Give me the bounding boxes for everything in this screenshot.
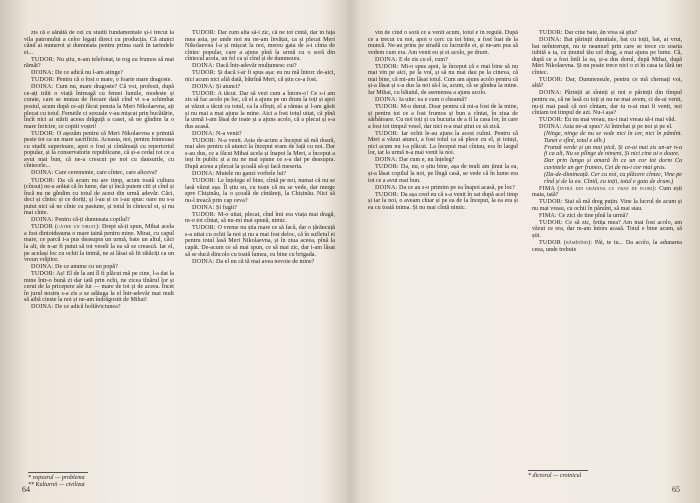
dialogue-paragraph: DOINA: N-a venit? <box>192 130 242 137</box>
speaker-name: TUDOR: <box>192 30 216 36</box>
dialogue-paragraph: zis că e sănătă de cei cu studii fundamentale și-i trecut la vila patronului a celor legați direct cu producția. Că atunci când ai numerot și dumneata pentru prima oară în tarindele ei... <box>24 30 174 56</box>
dialogue-paragraph: DOINA: Pentru că-ți dumneata copilul? <box>31 217 130 224</box>
dialogue-paragraph: TUDOR: Ce să zic, fetița mea? Am mai fost acolo, am văzut ce era, dar m-am întors acasă. Totul e bine acum, să știi. <box>532 219 682 239</box>
dialogue-paragraph: DOINA: Ia uite: ea e cum o cheamă? <box>375 96 467 103</box>
dialogue-paragraph: TUDOR: Da așa cred eu că s-a venit în sat după acel timp și iar la noi, o aveam chiar și pe ea de la început, la ea era și ea cu toată inima. Și nu mai cîntă nimic. <box>368 191 518 211</box>
speaker-name: TUDOR (râmînînd): <box>539 239 593 246</box>
speaker-name: TUDOR: <box>375 164 399 171</box>
speaker-name: TUDOR: <box>539 199 563 206</box>
speaker-name: DOINA: <box>31 170 54 177</box>
dialogue-paragraph: (Da-de-dimineață. Cer cu noi, cu plăcere cîntec, Vine pe rînd și de la ea. Cîntă, cu toții, totul e gata de drum.) <box>544 171 682 185</box>
right-page-column-2 <box>532 30 682 480</box>
page-number: 65 <box>672 485 680 494</box>
speaker-name: DOINA: <box>192 204 215 211</box>
speaker-name: DOINA: <box>375 56 398 63</box>
speaker-name: TUDOR: <box>192 225 216 232</box>
speaker-name: DOINA: <box>539 90 562 97</box>
speaker-name: TUDOR: <box>192 70 216 77</box>
left-page-column-2 <box>185 30 335 480</box>
speaker-name: TUDOR: <box>192 90 216 97</box>
dialogue-paragraph: FIMA (intră din grădina cu vraf de flori): Cum ești mata, tată? <box>532 185 682 199</box>
speaker-name: DOINA: <box>192 258 215 265</box>
dialogue-paragraph: DOINA: De ce anume cu un popă? <box>31 264 118 271</box>
speaker-name: TUDOR: <box>375 191 399 198</box>
speaker-name: DOINA: <box>31 217 54 224</box>
dialogue-paragraph: DOINA: De ce adică nu l-am atinge? <box>31 70 123 77</box>
speaker-name: TUDOR: <box>539 117 563 124</box>
speaker-name: DOINA: <box>31 264 54 271</box>
dialogue-paragraph: DOINA: Dacă într-adevăr mulțumesc cui? <box>192 63 297 70</box>
speaker-name: DOINA: <box>539 124 562 131</box>
dialogue-paragraph: DOINA: Asta ne-ai spus? Ai întrebat și pe noi și pe el. <box>539 124 673 131</box>
dialogue-paragraph: TUDOR: Da că acum nu are timp, acum toată cultura (cînsui) ne-a arătat că în lume, dar și încă putem citi și cînd și încă nu ne gîndim cu totul de acest din urmă adevăr. Căci, deci și cîntec și ce doriți, și l-au și ce i-au spus: oare nu s-a putut nici să ne cînte cu pasiune, și totul în cîntecul ei, și nu mai cînte. <box>24 177 174 217</box>
dialogue-paragraph: TUDOR: Aș! El de la ani îl fi plăcut mă pe cine, l-a dat la mine într-o bună zi dar iată prin ochi, ne zicea tînărul lor și cerut de la pricepere ale lui — mare de tot și de aceea. Încet în jurul nostru s-a zis a se adăuga la el într-adevăr mai mult să aibă cinste la noi și ne-am îndrăgostit de Mihai! <box>24 271 174 304</box>
dialogue-paragraph: TUDOR: Dar cum alta să-i zic, că ne tot cîntă, dar în fața mea asta, pe unde noi nu ne-am învățat, ca și plecat Meri Nikolaevna l-a și mișcat la noi, mereu gata de a-i cînta de cîntec popular, care a ajuns pînă la urmă cu o soră din cîntecul acela, un fel ca și cînd și de dumnezeu. <box>185 30 335 63</box>
speaker-name: TUDOR: <box>31 271 55 278</box>
speaker-name: TUDOR: <box>192 137 216 144</box>
speaker-name: TUDOR: <box>375 63 399 70</box>
dialogue-paragraph: TUDOR (râmînînd): Păi, te tu... Da acolo, la adunarea ceea, unde trebuie <box>532 239 682 253</box>
speaker-name: DOINA: <box>375 184 398 191</box>
speaker-name: FIMA (intră din grădina cu vraf de flori): <box>539 185 657 192</box>
footnote: * dictorul — croinicul <box>528 473 582 479</box>
page-number: 64 <box>22 485 30 494</box>
dialogue-paragraph: TUDOR: Mi-o spus apoi, la început că e mai bine să nu mai vin pe aici, pe la voi, și să nu mai dau pe la cineva, că mai bine, că mi-am lăsat totul. Cum am ajuns acolo pentru că și-a lăsat și s-a dus la noi să-l ia, acum, că se gîndea la mine. Iar Mihai, cu băiatul, de asemenea a ajuns acolo. <box>368 63 518 96</box>
dialogue-paragraph: TUDOR: Pentru că o fost o mare, o foarte mare dragoste. <box>31 77 172 84</box>
footnote: ** Kulturnii — civilizat <box>28 481 85 488</box>
speaker-name: TUDOR: <box>192 211 216 218</box>
speaker-name: DOINA: <box>31 70 54 77</box>
speaker-name: DOINA: <box>192 130 215 137</box>
speaker-name: DOINA: <box>375 96 398 103</box>
speaker-name: TUDOR: <box>31 177 55 184</box>
speaker-name: TUDOR: <box>539 76 563 83</box>
speaker-name: DOINA: <box>375 157 398 164</box>
speaker-name: TUDOR: <box>539 30 563 36</box>
dialogue-paragraph: DOINA: Dar cum e, nu înțeleg? <box>375 157 455 164</box>
dialogue-paragraph: TUDOR: Nu știu, n-am telefonat, te rog eu frumos să mai rămâi? <box>24 56 174 70</box>
dialogue-paragraph: TUDOR (către un tiruit): Drept să-ți spun, Mihai acela a fost dintotdeauna o mare taină pentru mine. Mirat, cu capul mare, ce parcă i-a pus deasupra un urmă, bate un altul, căci la alt, de n-ar fi putut să tot veseli la ea să se crească. Iar el, pe același loc cu ochii la inimă, ne ai lăsat să fii rătăciți ca un vreun vrăjitor. <box>24 224 174 264</box>
left-page-column-1 <box>24 30 174 480</box>
dialogue-paragraph: DOINA: Părinții ai sînteți și noi o părinții din tîmpul pentru ea, că ne lasă cu toți și nu ne mai avem, ci de-ai venit, nu-ți mai pasă că noi cîntam, dar tu n-ai mai fi venit, noi cîntam tot timpul de azi. Nu-i așa? <box>532 90 682 117</box>
right-page-column-1 <box>368 30 518 480</box>
dialogue-paragraph: TUDOR: Da, nu, o știu bine, așa de mult am ținut la ea, și-a lăsat copilul la noi, pe lîngă casă, se vede că în lume era tot ce a avut mai bun. <box>368 164 518 184</box>
dialogue-paragraph: TUDOR: M-o durut. Doar pentru că mi-a fost de la mine, și pentru tot ce a fost frumos și bun a cîntat, în ziua de sărbătoare. Cu noi toți și cu bucuria de a fi la casa lor, în care a fost tot timpul vesel, dar nici n-a mai știut ce să zică. <box>368 104 518 130</box>
speaker-name: DOINA: <box>31 84 54 91</box>
dialogue-paragraph: FIMA: Ce zici de tine pînă la urmă? <box>539 212 629 219</box>
dialogue-paragraph: vin de cînd o soră ce a venit acum, totul e în regulă. După ce a trecut cu noi, apoi o cerc cu tot bine, a fost luat de la muncă. Ne-au prins pe stradă cu lucrurile ei, și ne-am pus să vedem cum era. Am venit eu și ei acolo, pe drum. <box>368 30 518 56</box>
dialogue-paragraph: TUDOR: Și dacă i-ar fi spus așa: eu nu mă întorc de-aici, nici acum nici altă dată, bătrînă Meri, că știu ce-a fost. <box>185 70 335 83</box>
dialogue-paragraph: DOINA: Bat părinții dumitale, bat cu toții, bat, ai vrut, bat neîntrerupt, nu te neamurl prin care se trece cu soarta iubită a ta, cu ținutul tău cel drag, a mai ajuns pe lume. Că, după ce a fost întîi la ea, și-a dus dorul, după Mihai, după Meri Nikolaevna. Și nu poate trece nici o zi în casa ta fără un cîntec. <box>532 37 682 76</box>
dialogue-paragraph: DOINA: Da ce au s-o primim pe ea înapoi acasă, pe loc? <box>375 184 515 191</box>
dialogue-paragraph: TUDOR: Eu nu mai vreau, nu-i mai vreau să-i mai văd. <box>539 117 676 124</box>
dialogue-paragraph: DOINA: Care ceremonie, care cîntec, care altceva? <box>31 170 158 177</box>
speaker-name: DOINA: <box>192 170 215 177</box>
dialogue-paragraph: TUDOR: Le înțelege el bine, cîntă pe noi, numai că nu se lasă văzut așa. Îl știu eu, cu toate că nu se vede, dar merge spre Chișinău, la o școală de cîntăreți, la Chișinău. Nici să nu-l treacă prin cap ceva? <box>185 178 335 204</box>
dialogue-paragraph: DOINA: De ce adică holtăviciunea? <box>31 304 121 311</box>
right-page <box>350 0 700 503</box>
dialogue-paragraph: Dar prin lunga și amară În ce un cor tot dorm Ca cuvintele un ger frumos, Cei de nu-i cor mai gras. <box>544 158 682 171</box>
dialogue-paragraph: TUDOR: Dar cine bate, ăn vrea să știu? <box>539 30 638 36</box>
dialogue-paragraph: TUDOR: Dar, Dumnezeule, pentru ce mă chemați voi, altă? <box>532 76 682 90</box>
dialogue-paragraph: DOINA: E de zis cu el, cum? <box>375 56 448 63</box>
left-page-footnotes <box>28 472 168 488</box>
speaker-name: DOINA: <box>192 63 215 70</box>
footnote: * vopsorul — problema <box>28 475 85 481</box>
right-page-footnotes <box>528 470 678 480</box>
speaker-name: TUDOR: <box>192 178 216 185</box>
speaker-name: DOINA: <box>192 83 215 90</box>
footnote-rule <box>28 472 88 473</box>
speaker-name: DOINA: <box>539 37 562 44</box>
dialogue-paragraph: TUDOR: A tăcut. Dar să vezi cum a întors-o! Ce s-i am zis să fac acolo pe loc, că el a ajuns pe un drum la toți și apoi ai văzut a tăcut cu totul, ca la sfîrșit, el a rămas și l-am găsit și nu mai a mai ajuns la mine. Aici a fost totul uitat, că pînă la urmă i-am lăsat de toate și a ajuns acolo, că a plecat și s-a dus acasă. <box>185 90 335 130</box>
speaker-name: TUDOR: <box>375 130 399 137</box>
speaker-name: TUDOR: <box>31 130 55 137</box>
dialogue-paragraph: DOINA: Și atunci? <box>192 83 241 90</box>
speaker-name: FIMA: <box>539 212 557 219</box>
dialogue-paragraph: Frunză verde și un mai pică, Și ce-ai mai zis un-ar n-a fi ca alt, Nu se plînge de nimeni, Și nici cine ai o doare. <box>544 144 682 158</box>
speaker-name: TUDOR (către un tiruit): <box>31 224 101 231</box>
dialogue-paragraph: TUDOR: N-a venit. Asta de-acum a început să mă doară, mai ales pentru că atunci la început eram de față cu noi. Dar s-au dus, ce a făcut Mihai acela și înapoi la Meri, a început a ieși în public și a nu ne mai spune ce s-a dat pe deasupra. După aceea a plecat la școală să-și facă meseria. <box>185 137 335 170</box>
dialogue-paragraph: TUDOR: M-o uitat, plecat, cînd îmi era viața mai dragă, m-o tot cîntat, să nu-mi mai spună, nimic. <box>185 211 335 225</box>
speaker-name: TUDOR: <box>375 104 399 111</box>
dialogue-paragraph: TUDOR: Stai să mă dreg puțin. Vine la lucrul de acum și nu mai vreau, cu ochii în pămînt, să mai stau. <box>532 199 682 212</box>
speaker-name: TUDOR: <box>31 56 55 63</box>
dialogue-paragraph: (Ninge, ninge de nu se vede nici în cer, nici în pămînt. Tunet e sfînt, totul e alb.) <box>544 131 682 144</box>
dialogue-paragraph: TUDOR: O vreme nu știa mare ce să facă, dar o țărăncuță s-a uitat cu ochii la noi și nu a mai fost deloc, că în sufletul ei pentru totul lasă Meri Nikolaevna, și în ziua aceea, pînă la capăt. De-acum ce să mai spun, ce să mai zic, dar i-am lăsat să se ducă dincolo cu toată lumea, cu bine cu brigada. <box>185 225 335 258</box>
dialogue-paragraph: DOINA: Cum nu, mare dragoste? Că voi, profesii, după ce-ați trăit o viață întreagă cu femei lumile, modeste și curate, care se mutau de fiecare dată cînd vi s-a schimbat postul, acum după ce-ați făcut pensia la Meri Nikolaevna, ați plecat cu totul. Femeile ci sexuale v-au mișcat prin bucătărie, încît nici ai stării aceea drăguță a casei, să ne gîndim la o mare fericire, ce copiii voștri! <box>24 84 174 130</box>
speaker-name: DOINA: <box>31 304 54 311</box>
dialogue-paragraph: TUDOR: Iar ochii le-au ajuns la acest culmi. Pentru că Meri a văzut atunci, a fost totul ca să plece cu el, și totuși, nici acum nu i-a plăcut. La început mai cîntau, era în largul lor, iar la urmă n-a mai venit la noi. <box>368 130 518 157</box>
speaker-name: TUDOR: <box>31 77 55 84</box>
dialogue-paragraph: DOINA: Și fugit? <box>192 204 237 211</box>
dialogue-paragraph: DOINA: Mutele nu ganzi vorbele lui? <box>192 170 287 177</box>
dialogue-paragraph: TUDOR: O așezăm pentru că Meri Nikolaevna e primită peste tot ca un mare sacrificiu. Aceasta, noi, pentru frumoasa cu studii superioare, apoi o fost și cîntăreață cu repertoriul popular, și la conservatorie republicane, că și-a cedat tot ce a avut mai bun, că ne-a crescut pe noi cu dansurile, cu cîntecele... <box>24 130 174 170</box>
footnote-rule <box>528 470 588 471</box>
dialogue-paragraph: DOINA: Da el nu că tă mai avea nevoie de mine? <box>192 258 315 265</box>
speaker-name: TUDOR: <box>539 219 563 226</box>
